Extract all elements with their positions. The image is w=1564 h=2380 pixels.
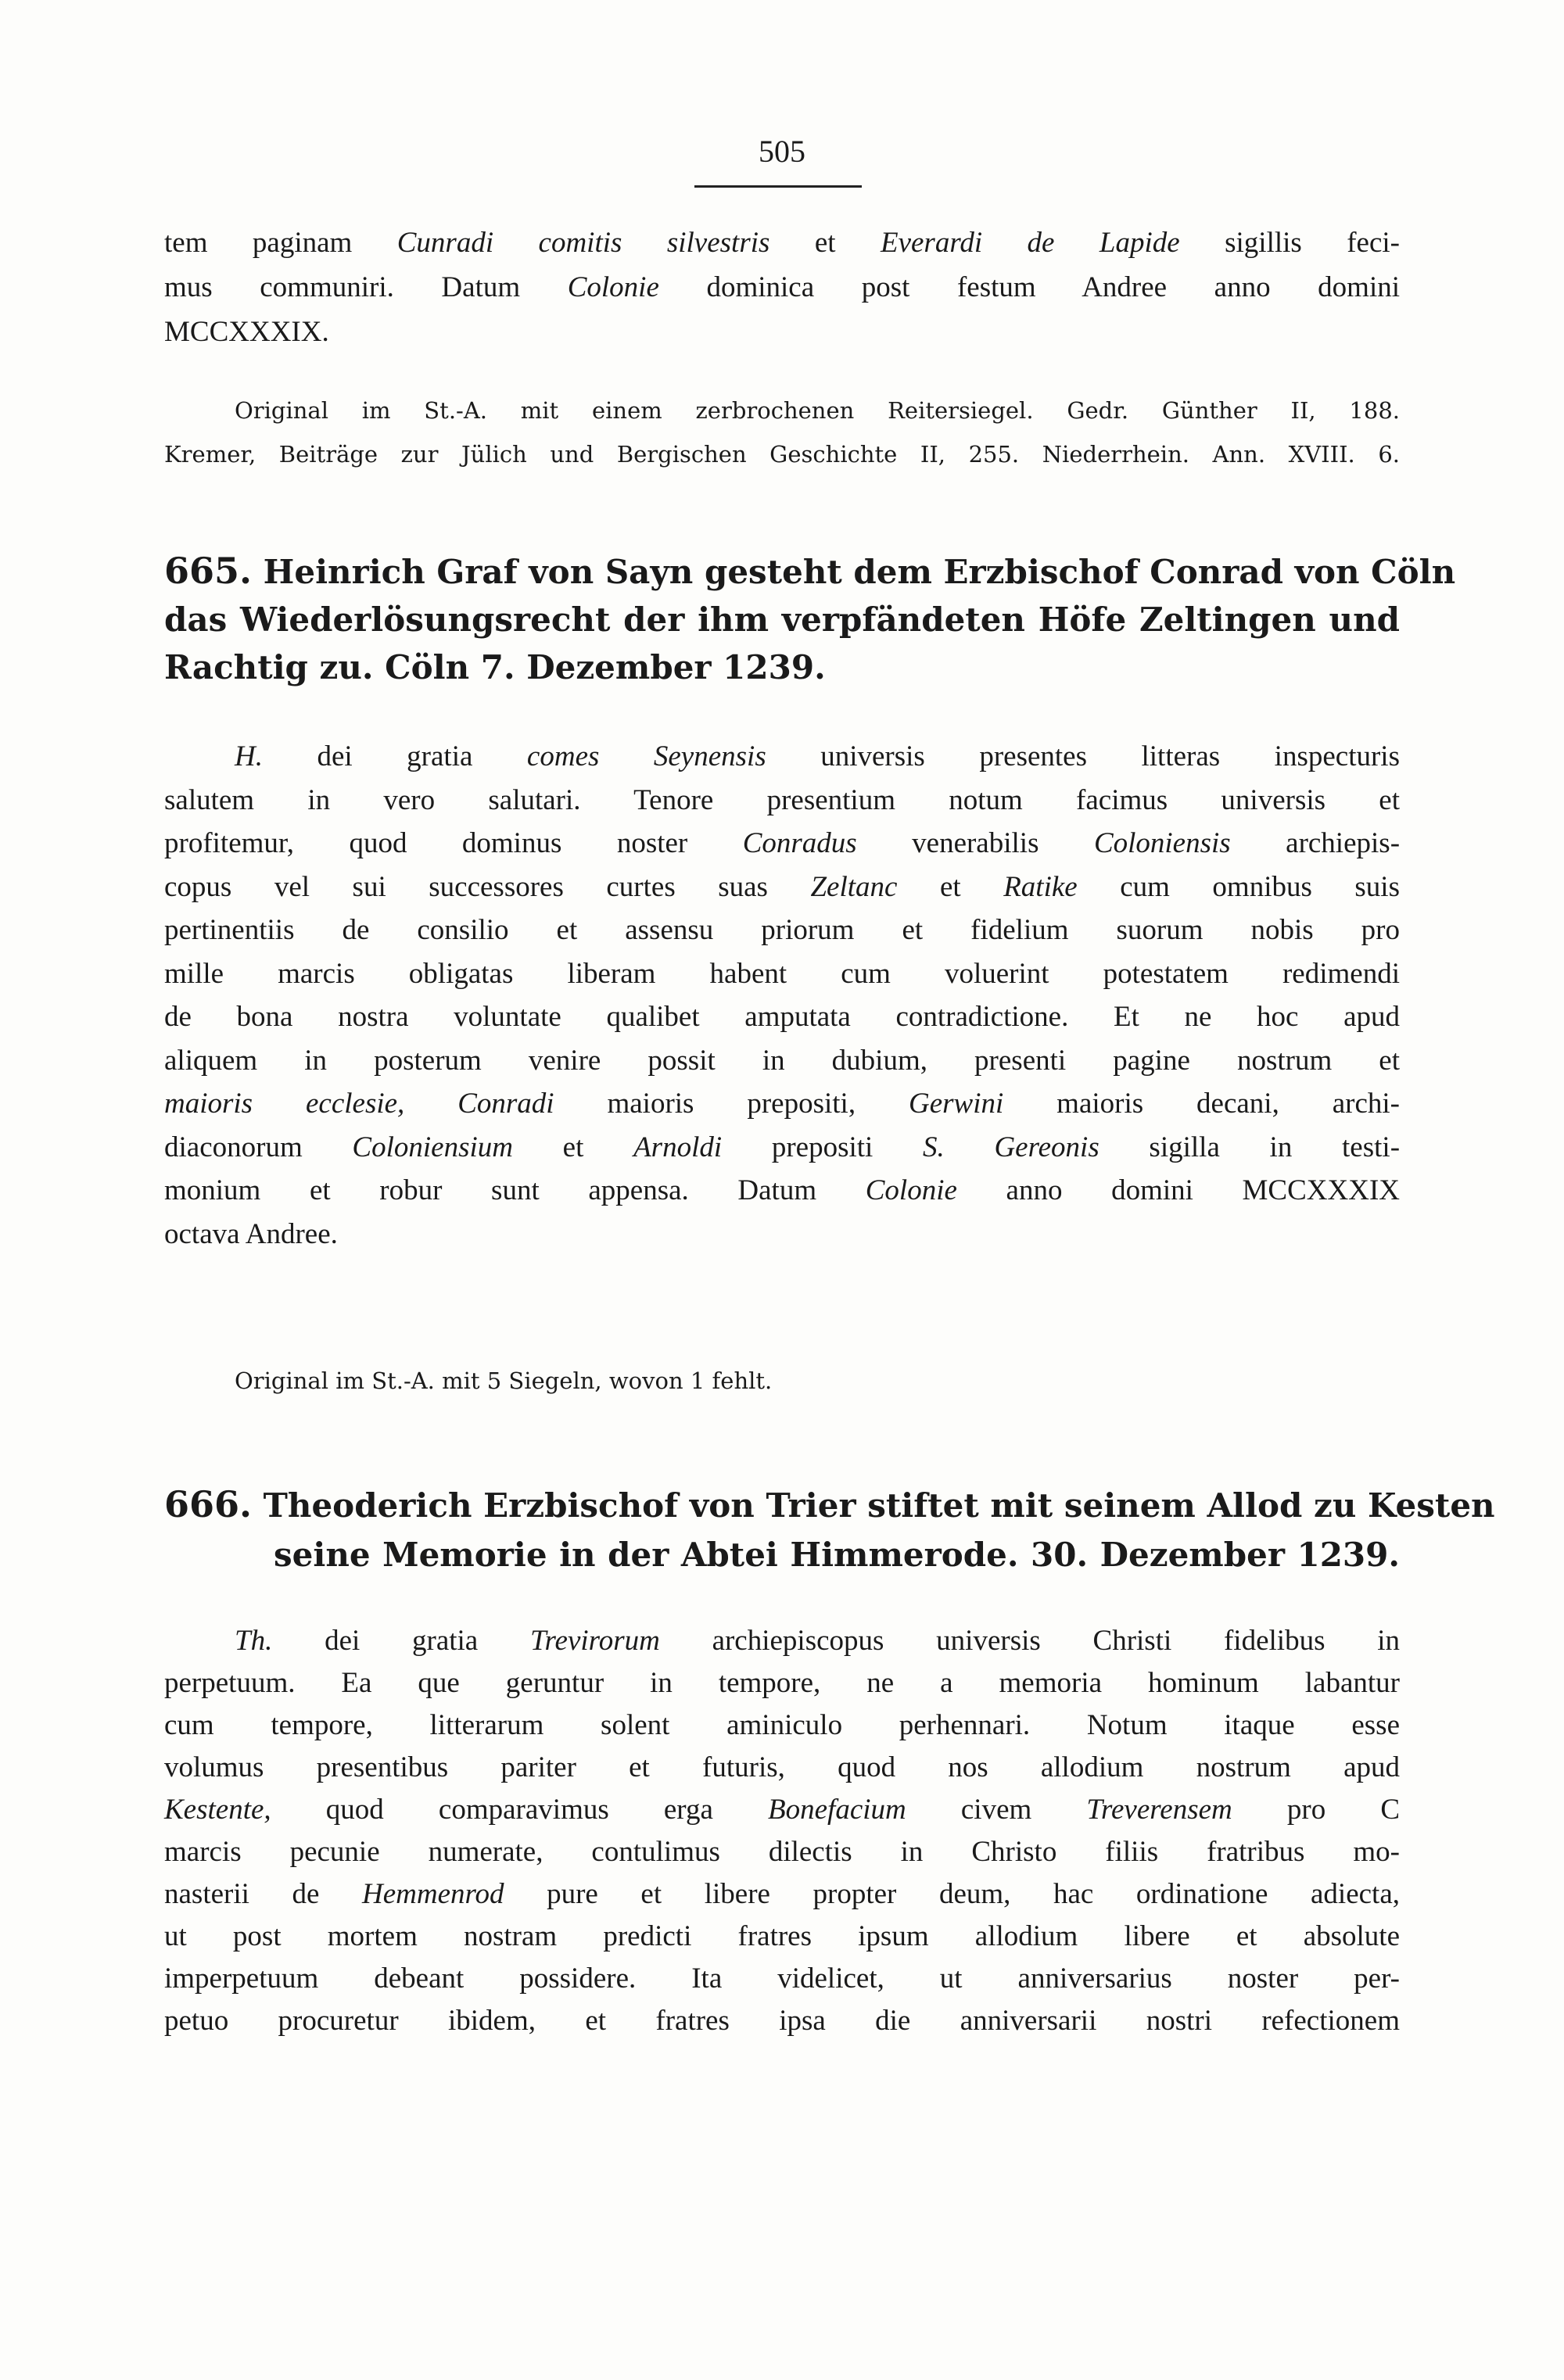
text-line bbox=[164, 2000, 1400, 2042]
text-line bbox=[164, 1873, 1400, 1916]
text-segment: mille marcis obligatas liberam habent cum voluerint potestatem redimendi bbox=[164, 957, 1400, 990]
text-segment: imperpetuum debeant possidere. Ita videlicet, ut anniversarius noster per- bbox=[164, 1962, 1400, 1995]
text-segment: et bbox=[769, 227, 881, 259]
text-line bbox=[164, 1039, 1400, 1083]
text-segment: sigillis feci- bbox=[1179, 227, 1401, 259]
text-segment: pertinentiis de consilio et assensu priorum et fidelium suorum nobis pro bbox=[164, 914, 1400, 946]
text-line bbox=[164, 1620, 1400, 1662]
text-segment: pro C bbox=[1232, 1794, 1401, 1826]
italic-text: maioris ecclesie, Conradi bbox=[164, 1088, 554, 1120]
text-line bbox=[164, 547, 1456, 596]
text-segment: Rachtig zu. Cöln 7. Dezember 1239. bbox=[164, 648, 826, 686]
text-segment: quod comparavimus erga bbox=[271, 1794, 769, 1826]
text-segment: anno domini MCCXXXIX bbox=[956, 1174, 1400, 1206]
italic-text: Everardi de Lapide bbox=[880, 227, 1180, 259]
text-line bbox=[164, 1831, 1400, 1873]
text-segment: maioris prepositi, bbox=[554, 1088, 909, 1120]
text-line bbox=[164, 1359, 1400, 1403]
text-segment: civem bbox=[906, 1794, 1087, 1826]
text-segment: et bbox=[897, 870, 1004, 903]
text-line bbox=[164, 1082, 1400, 1126]
text-line bbox=[164, 1704, 1400, 1747]
text-segment: ut post mortem nostram predicti fratres ipsum allodium libere et absolute bbox=[164, 1920, 1400, 1952]
italic-text: Hemmenrod bbox=[362, 1878, 504, 1910]
text-segment: petuo procuretur ibidem, et fratres ipsa die anniversarii nostri refectionem bbox=[164, 2005, 1400, 2037]
italic-text: Treverensem bbox=[1086, 1794, 1232, 1826]
text-segment: venerabilis bbox=[856, 827, 1094, 859]
text-segment: cum tempore, litterarum solent aminiculo perhennari. Notum itaque esse bbox=[164, 1709, 1400, 1741]
heading-document-666 bbox=[164, 1480, 1495, 1579]
text-segment: de bona nostra voluntate qualibet amputata contradictione. Et ne hoc apud bbox=[164, 1001, 1400, 1033]
text-line bbox=[164, 822, 1400, 866]
document-number: 666. bbox=[164, 1483, 253, 1525]
text-line bbox=[164, 596, 1400, 643]
text-line bbox=[164, 1169, 1400, 1213]
text-line bbox=[164, 643, 1400, 691]
document-number: 665. bbox=[164, 550, 253, 592]
document-665-text bbox=[164, 735, 1400, 1256]
text-segment: seine Memorie in der Abtei Himmerode. 30. Dezember 1239. bbox=[274, 1536, 1400, 1574]
text-segment: monium et robur sunt appensa. Datum bbox=[164, 1174, 866, 1206]
text-segment: Original im St.-A. mit einem zerbrochenen Reitersiegel. Gedr. Günther II, 188. bbox=[235, 397, 1400, 424]
text-segment: das Wiederlösungsrecht der ihm verpfändeten Höfe Zeltingen und bbox=[164, 600, 1400, 639]
text-segment: dei gratia bbox=[262, 740, 527, 772]
text-line bbox=[164, 1958, 1400, 2000]
text-segment: archiepiscopus universis Christi fidelibus in bbox=[659, 1625, 1400, 1657]
text-line bbox=[164, 220, 1400, 265]
italic-text: Ratike bbox=[1003, 870, 1078, 903]
text-segment: diaconorum bbox=[164, 1131, 353, 1163]
italic-text: H. bbox=[235, 740, 263, 772]
text-segment: Original im St.-A. mit 5 Siegeln, wovon 1 fehlt. bbox=[235, 1367, 773, 1394]
italic-text: Conradus bbox=[742, 827, 857, 859]
italic-text: Kestente, bbox=[164, 1794, 271, 1826]
text-segment: mus communiri. Datum bbox=[164, 271, 568, 303]
text-segment: sigilla in testi- bbox=[1099, 1131, 1401, 1163]
text-segment: MCCXXXIX. bbox=[164, 316, 329, 348]
italic-text: Trevirorum bbox=[529, 1625, 660, 1657]
text-line bbox=[164, 779, 1400, 823]
text-segment: salutem in vero salutari. Tenore presentium notum facimus universis et bbox=[164, 783, 1400, 816]
text-segment: archiepis- bbox=[1230, 827, 1401, 859]
text-line bbox=[164, 389, 1400, 432]
text-segment: Heinrich Graf von Sayn gesteht dem Erzbischof Conrad von Cöln bbox=[252, 553, 1456, 591]
text-segment: octava Andree. bbox=[164, 1217, 338, 1250]
italic-text: Colonie bbox=[865, 1174, 957, 1206]
page-number-rule bbox=[694, 185, 862, 188]
text-line bbox=[164, 952, 1400, 996]
text-segment: tem paginam bbox=[164, 227, 397, 259]
italic-text: comes Seynensis bbox=[526, 740, 766, 772]
text-segment: aliquem in posterum venire possit in dubium, presenti pagine nostrum et bbox=[164, 1044, 1400, 1077]
text-line bbox=[164, 1916, 1400, 1958]
italic-text: Colonie bbox=[567, 271, 659, 303]
text-line bbox=[164, 909, 1400, 952]
italic-text: S. Gereonis bbox=[923, 1131, 1099, 1163]
text-segment: nasterii de bbox=[164, 1878, 362, 1910]
text-line bbox=[164, 1662, 1400, 1704]
text-line bbox=[164, 1213, 1400, 1256]
document-665-end-paragraph bbox=[164, 220, 1400, 354]
italic-text: Cunradi comitis silvestris bbox=[396, 227, 770, 259]
text-segment: volumus presentibus pariter et futuris, quod nos allodium nostrum apud bbox=[164, 1751, 1400, 1783]
document-666-text bbox=[164, 1620, 1400, 2042]
text-line bbox=[164, 310, 1400, 354]
text-line bbox=[164, 265, 1400, 310]
text-line bbox=[164, 735, 1400, 779]
text-segment: Kremer, Beiträge zur Jülich und Bergischen Geschichte II, 255. Niederrhein. Ann. XVIII. 6. bbox=[164, 441, 1400, 468]
italic-text: Coloniensis bbox=[1093, 827, 1231, 859]
text-line bbox=[164, 1126, 1400, 1170]
italic-text: Coloniensium bbox=[352, 1131, 513, 1163]
text-segment: cum omnibus suis bbox=[1077, 870, 1400, 903]
text-segment: prepositi bbox=[722, 1131, 924, 1163]
text-segment: copus vel sui successores curtes suas bbox=[164, 870, 811, 903]
text-line bbox=[164, 1480, 1495, 1530]
italic-text: Th. bbox=[235, 1625, 273, 1657]
text-line bbox=[164, 995, 1400, 1039]
heading-document-665 bbox=[164, 547, 1456, 691]
source-note-665 bbox=[164, 1359, 1400, 1403]
text-segment: universis presentes litteras inspecturis bbox=[766, 740, 1400, 772]
italic-text: Gerwini bbox=[908, 1088, 1004, 1120]
text-line bbox=[164, 1747, 1400, 1789]
page-number: 505 bbox=[759, 134, 805, 169]
text-line bbox=[164, 866, 1400, 909]
text-segment: pure et libere propter deum, hac ordinatione adiecta, bbox=[504, 1878, 1400, 1910]
text-segment: et bbox=[512, 1131, 634, 1163]
text-segment: dei gratia bbox=[272, 1625, 530, 1657]
italic-text: Arnoldi bbox=[633, 1131, 723, 1163]
source-note-664 bbox=[164, 389, 1400, 476]
text-segment: marcis pecunie numerate, contulimus dilectis in Christo filiis fratribus mo- bbox=[164, 1836, 1400, 1868]
text-segment: perpetuum. Ea que geruntur in tempore, ne a memoria hominum labantur bbox=[164, 1667, 1400, 1699]
text-segment: dominica post festum Andree anno domini bbox=[658, 271, 1400, 303]
text-line bbox=[164, 432, 1400, 476]
text-line bbox=[164, 1789, 1400, 1831]
text-segment: profitemur, quod dominus noster bbox=[164, 827, 743, 859]
text-segment: maioris decani, archi- bbox=[1003, 1088, 1401, 1120]
text-line bbox=[164, 1530, 1400, 1579]
italic-text: Bonefacium bbox=[768, 1794, 906, 1826]
italic-text: Zeltanc bbox=[810, 870, 898, 903]
text-segment: Theoderich Erzbischof von Trier stiftet mit seinem Allod zu Kesten bbox=[252, 1486, 1495, 1525]
